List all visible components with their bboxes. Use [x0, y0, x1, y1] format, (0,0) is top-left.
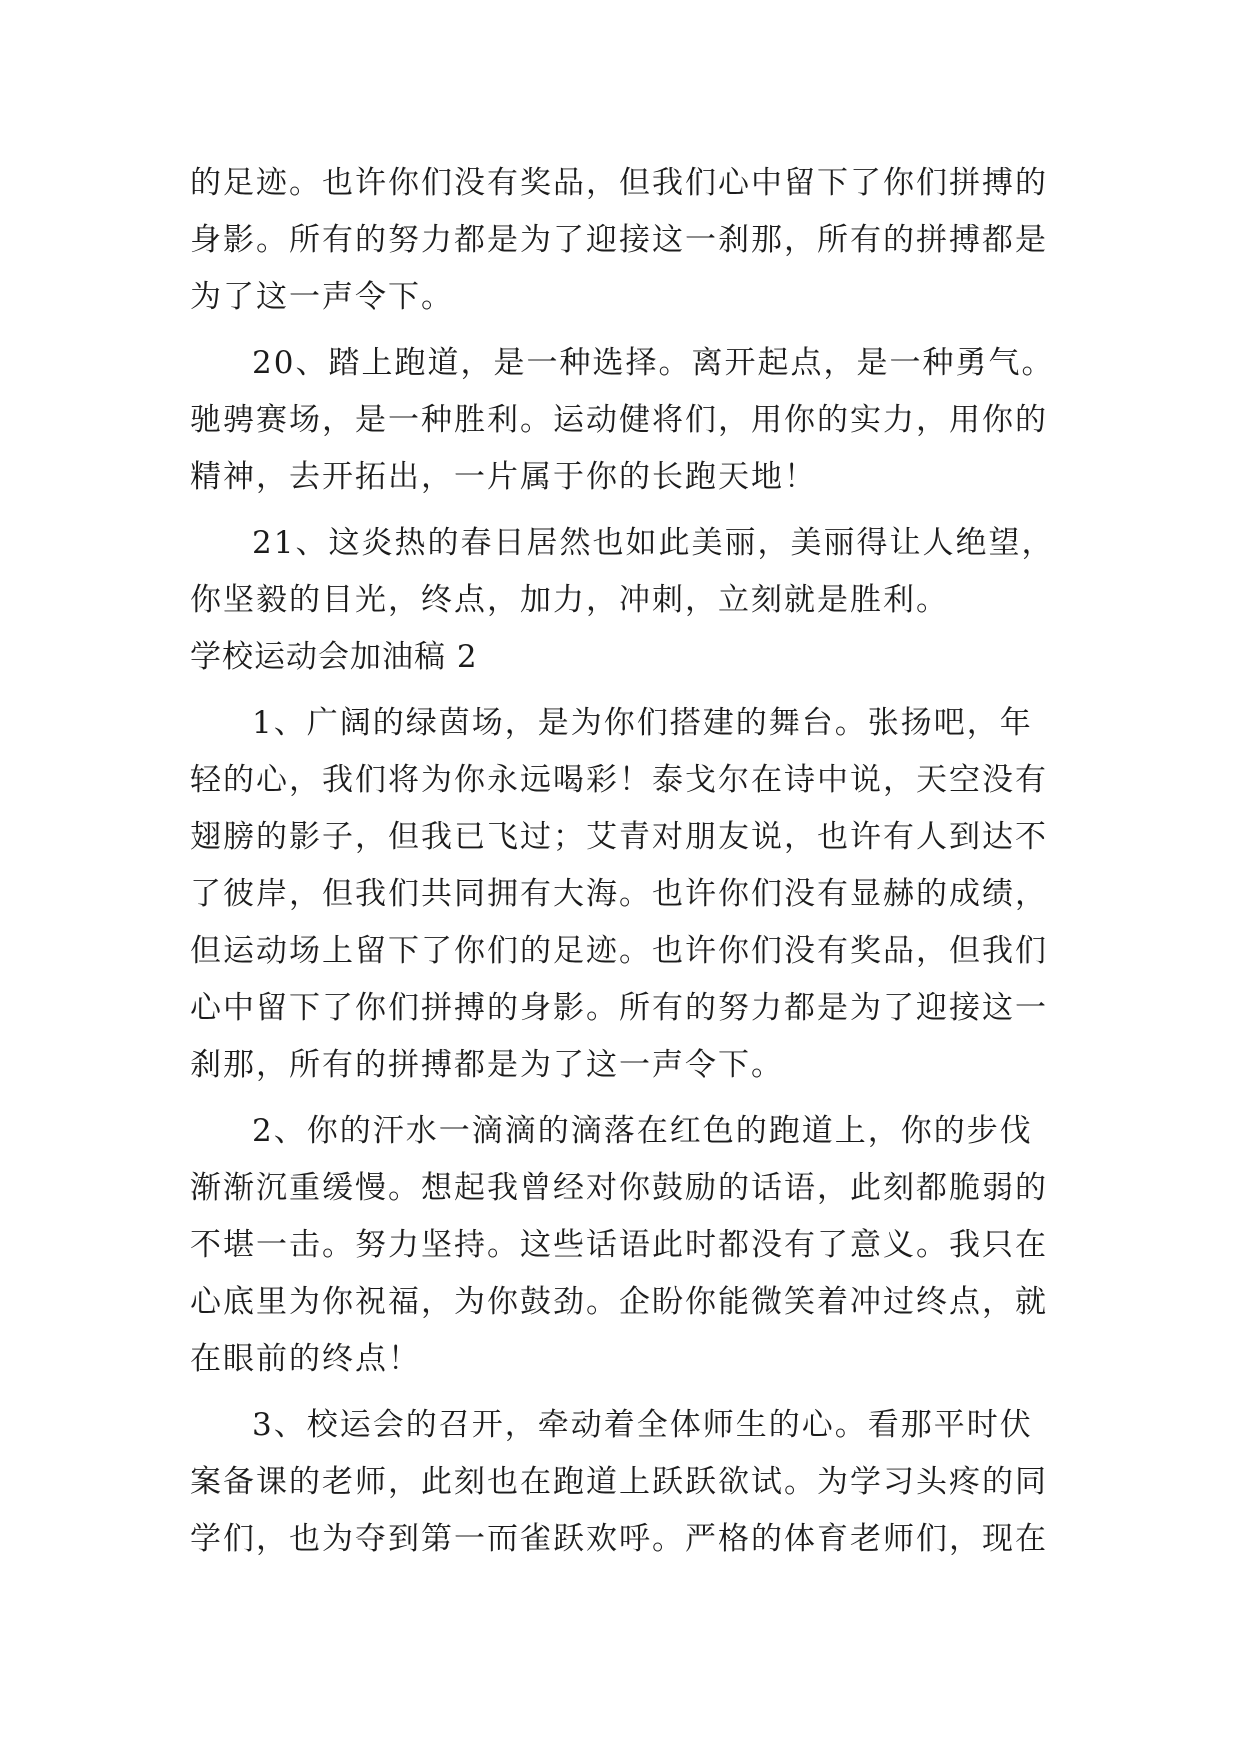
text-line: 的足迹。也许你们没有奖品，但我们心中留下了你们拼搏的	[190, 165, 1048, 201]
text-line: 但运动场上留下了你们的足迹。也许你们没有奖品，但我们	[190, 933, 1048, 969]
text-line: 2、你的汗水一滴滴的滴落在红色的跑道上，你的步伐	[252, 1113, 1033, 1149]
document-body	[190, 155, 1055, 1568]
text-line: 渐渐沉重缓慢。想起我曾经对你鼓励的话语，此刻都脆弱的	[190, 1170, 1048, 1206]
text-line: 翅膀的影子，但我已飞过；艾青对朋友说，也许有人到达不	[190, 819, 1048, 855]
text-line: 3、校运会的召开，牵动着全体师生的心。看那平时伏	[252, 1407, 1033, 1443]
text-line: 你坚毅的目光，终点，加力，冲刺，立刻就是胜利。	[190, 582, 949, 618]
text-line: 精神，去开拓出，一片属于你的长跑天地！	[190, 459, 817, 495]
text-line: 学们，也为夺到第一而雀跃欢呼。严格的体育老师们，现在	[190, 1521, 1048, 1557]
text-line: 刹那，所有的拼搏都是为了这一声令下。	[190, 1047, 784, 1083]
paragraph-item-21	[190, 515, 1055, 629]
text-line: 在眼前的终点！	[190, 1341, 421, 1377]
text-line: 1、广阔的绿茵场，是为你们搭建的舞台。张扬吧，年	[252, 705, 1033, 741]
paragraph-item-3	[190, 1397, 1052, 1568]
text-line: 不堪一击。努力坚持。这些话语此时都没有了意义。我只在	[190, 1227, 1048, 1263]
paragraph-item-20	[190, 335, 1055, 506]
paragraph-item-1	[190, 695, 1052, 1094]
paragraph-continuation	[190, 155, 1052, 326]
section-heading: 学校运动会加油稿 2	[190, 639, 478, 675]
text-line: 了彼岸，但我们共同拥有大海。也许你们没有显赫的成绩，	[190, 876, 1048, 912]
text-line: 案备课的老师，此刻也在跑道上跃跃欲试。为学习头疼的同	[190, 1464, 1048, 1500]
paragraph-item-2	[190, 1103, 1052, 1388]
text-line: 身影。所有的努力都是为了迎接这一刹那，所有的拼搏都是	[190, 222, 1048, 258]
text-line: 21、这炎热的春日居然也如此美丽，美丽得让人绝望，	[252, 525, 1055, 561]
text-line: 20、踏上跑道，是一种选择。离开起点，是一种勇气。	[252, 345, 1055, 381]
text-line: 驰骋赛场，是一种胜利。运动健将们，用你的实力，用你的	[190, 402, 1048, 438]
text-line: 为了这一声令下。	[190, 279, 454, 315]
text-line: 心中留下了你们拼搏的身影。所有的努力都是为了迎接这一	[190, 990, 1048, 1026]
text-line: 轻的心，我们将为你永远喝彩！泰戈尔在诗中说，天空没有	[190, 762, 1048, 798]
text-line: 心底里为你祝福，为你鼓劲。企盼你能微笑着冲过终点，就	[190, 1284, 1048, 1320]
